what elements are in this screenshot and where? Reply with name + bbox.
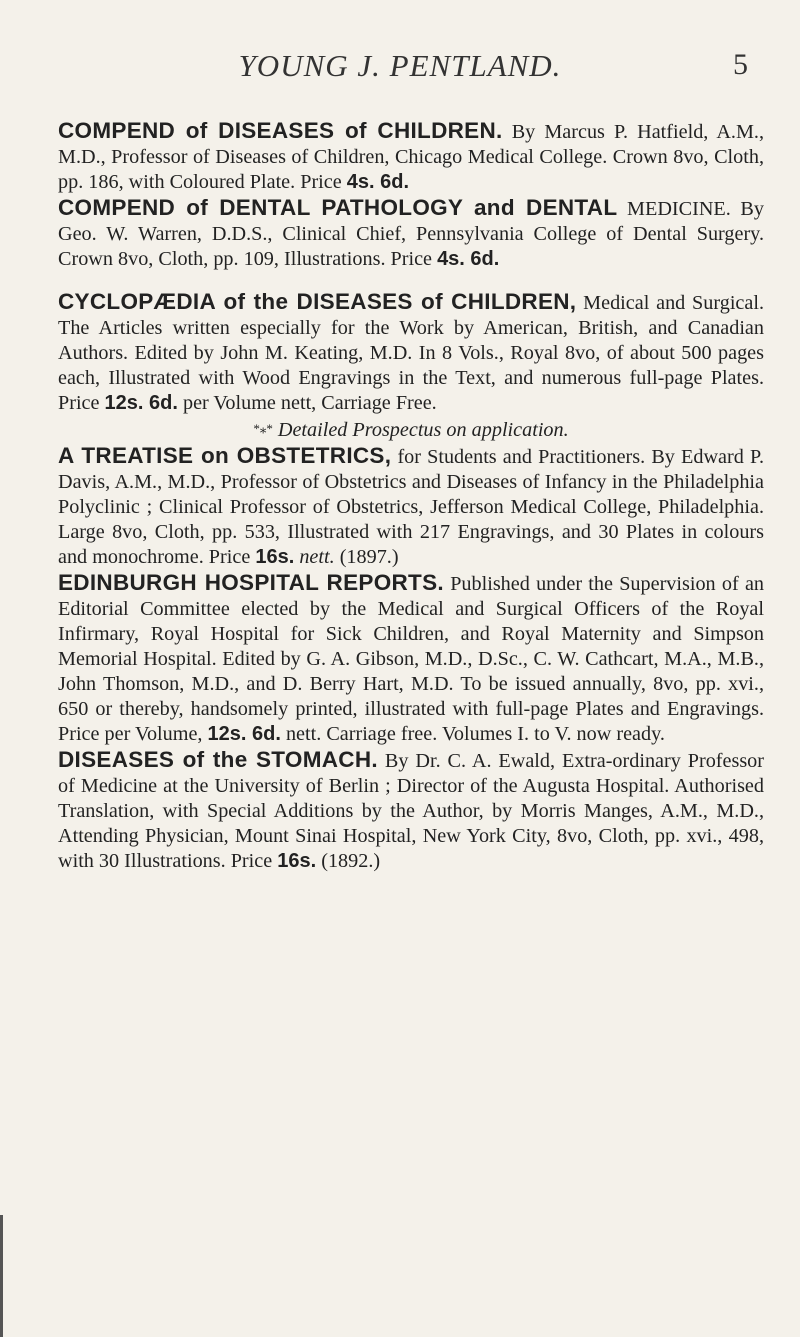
page-number: 5 — [733, 48, 748, 81]
entry-body: By Dr. C. A. Ewald, Extra-ordinary Professor of Medicine at the University of Berlin ; Director of the Augusta Hospital. Authorised Translation, with Special Additions by the Author, by Morris Manges, A.M., M.D., Attending Physician, Mount Sinai Hospital, New York City, 8vo, Cloth, pp. xvi., 498, with 30 Illustrations. Price — [58, 750, 764, 872]
entry-price: 12s. 6d. — [207, 723, 281, 745]
entry-treatise-obstetrics — [58, 443, 764, 570]
entry-nett: nett. — [294, 546, 335, 568]
entry-body: By Marcus P. Hatfield, A.M., M.D., Professor of Diseases of Children, Chicago Medical College. Crown 8vo, Cloth, pp. 186, with Coloured Plate. Price — [58, 121, 764, 193]
entry-diseases-stomach — [58, 747, 764, 874]
entry-compend-dental-pathology — [58, 195, 764, 272]
page-edge-line — [0, 1215, 3, 1337]
entry-body: Medical and Surgical. The Articles written especially for the Work by American, British, and Canadian Authors. Edited by John M. Keating, M.D. In 8 Vols., Royal 8vo, of about 500 pages each, Illustrated with Wood Engravings in the Text, and numerous full-page Plates. Price — [58, 292, 765, 414]
entry-body: MEDICINE. By Geo. W. Warren, D.D.S., Clinical Chief, Pennsylvania College of Dental Surgery. Crown 8vo, Cloth, pp. 109, Illustrations. Price — [58, 198, 764, 270]
entry-body-after: per Volume nett, Carriage Free. — [177, 392, 437, 414]
entry-edinburgh-hospital-reports — [58, 570, 764, 747]
entry-title: COMPEND of DENTAL PATHOLOGY and DENTAL — [58, 195, 618, 220]
note-text: Detailed Prospectus on application. — [272, 419, 569, 441]
entry-price: 4s. 6d. — [346, 171, 410, 193]
entry-title: A TREATISE on OBSTETRICS, — [58, 443, 392, 468]
page-header — [0, 48, 800, 88]
prospectus-note — [58, 416, 764, 443]
entry-body-after: nett. Carriage free. Volumes I. to V. now ready. — [280, 723, 665, 745]
catalogue-listing — [58, 118, 764, 874]
entry-price: 16s. — [277, 850, 317, 872]
entry-compend-diseases-children — [58, 118, 764, 195]
entry-price: 16s. — [255, 546, 295, 568]
entry-body: for Students and Practitioners. By Edward P. Davis, A.M., M.D., Professor of Obstetrics and Diseases of Infancy in the Philadelphia Polyclinic ; Clinical Professor of Obstetrics, Jefferson Medical College, Philadelphia. Large 8vo, Cloth, pp. 533, Illustrated with 217 Engravings, and 30 Plates in colours and monochrome. Price — [58, 446, 764, 568]
entry-title: DISEASES of the STOMACH. — [58, 747, 378, 772]
entry-price: 12s. 6d. — [104, 392, 178, 414]
entry-price: 4s. 6d. — [437, 248, 500, 270]
entry-year: (1897.) — [334, 546, 399, 568]
entry-body: Published under the Supervision of an Editorial Committee elected by the Medical and Surgical Officers of the Royal Infirmary, Royal Hospital for Sick Children, and Royal Maternity and Simpson Memorial Hospital. Edited by G. A. Gibson, M.D., D.Sc., C. W. Cathcart, M.A., M.B., John Thomson, M.D., and D. Berry Hart, M.D. To be issued annually, 8vo, pp. xvi., 650 or thereby, handsomely printed, illustrated with full-page Plates and Engravings. Price per Volume, — [58, 573, 765, 745]
running-head: YOUNG J. PENTLAND. — [238, 48, 562, 83]
entry-title: EDINBURGH HOSPITAL REPORTS. — [58, 570, 444, 595]
entry-title: COMPEND of DISEASES of CHILDREN. — [58, 118, 503, 143]
entry-year: (1892.) — [316, 850, 381, 872]
entry-cyclopaedia-children — [58, 289, 764, 416]
entry-title: CYCLOPÆDIA of the DISEASES of CHILDREN, — [58, 289, 577, 314]
asterism: *⁎* — [253, 421, 273, 436]
